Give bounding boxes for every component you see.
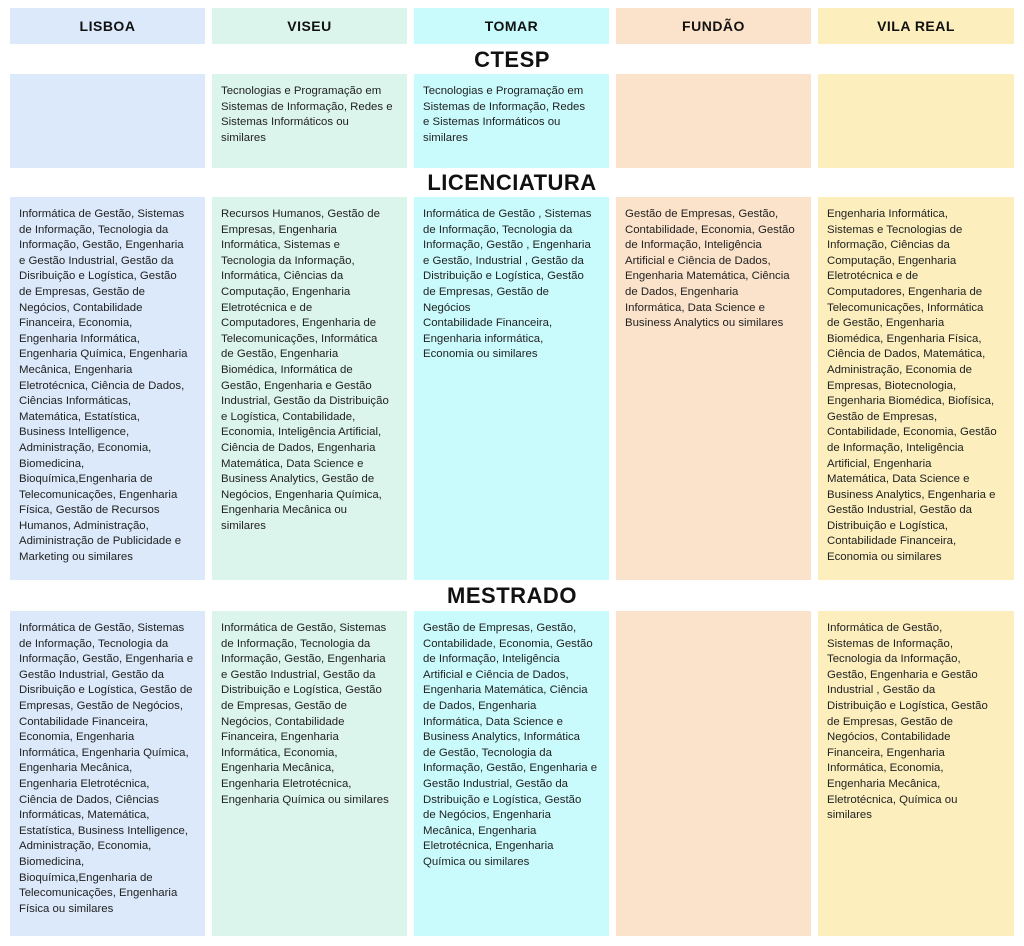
column-header-viseu: VISEU <box>212 8 407 44</box>
ctesp-viseu-cell: Tecnologias e Programação em Sistemas de Informação, Redes e Sistemas Informáticos ou similares <box>212 74 407 168</box>
column-header-tomar: TOMAR <box>414 8 609 44</box>
ctesp-vila-real-cell <box>818 74 1014 168</box>
column-header-lisboa: LISBOA <box>10 8 205 44</box>
section-title-mestrado: MESTRADO <box>447 583 577 608</box>
licenciatura-fundao-cell: Gestão de Empresas, Gestão, Contabilidade, Economia, Gestão de Informação, Inteligência Artificial e Ciência de Dados, Engenharia Matemática, Ciência de Dados, Engenharia Informática, Data Science e Business Analytics ou similares <box>616 197 811 580</box>
mestrado-viseu-cell: Informática de Gestão, Sistemas de Informação, Tecnologia da Informação, Gestão, Engenharia e Gestão Industrial, Gestão da Distribuição e Logística, Gestão de Empresas, Gestão de Negócios, Contabilidade Financeira, Engenharia Informática, Economia, Engenharia Mecânica, Engenharia Eletrotécnica, Engenharia Química ou similares <box>212 611 407 936</box>
column-header-vila-real: VILA REAL <box>818 8 1014 44</box>
mestrado-lisboa-cell: Informática de Gestão, Sistemas de Informação, Tecnologia da Informação, Gestão, Engenharia e Gestão Industrial, Gestão da Disribuição e Logística, Gestão de Empresas, Gestão de Negócios, Contabilidade Financeira, Economia, Engenharia Informática, Engenharia Química, Engenharia Mecânica, Engenharia Eletrotécnica, Ciência de Dados, Ciências Informáticas, Matemática, Estatística, Business Intelligence, Administração, Economia, Biomedicina, Bioquímica,Engenharia de Telecomunicações, Engenharia Física ou similares <box>10 611 205 936</box>
licenciatura-lisboa-cell: Informática de Gestão, Sistemas de Informação, Tecnologia da Informação, Gestão, Engenharia e Gestão Industrial, Gestão da Disribuição e Logística, Gestão de Empresas, Gestão de Negócios, Contabilidade Financeira, Economia, Engenharia Informática, Engenharia Química, Engenharia Mecânica, Engenharia Eletrotécnica, Ciência de Dados, Ciências Informáticas, Matemática, Estatística, Business Intelligence, Administração, Economia, Biomedicina, Bioquímica,Engenharia de Telecomunicações, Engenharia Física, Gestão de Recursos Humanos, Administração, Adiministração de Publicidade e Marketing ou similares <box>10 197 205 580</box>
ctesp-fundao-cell <box>616 74 811 168</box>
licenciatura-vila-real-cell: Engenharia Informática, Sistemas e Tecnologias de Informação, Ciências da Computação, Engenharia Eletrotécnica e de Computadores, Engenharia de Telecomunicações, Informática de Gestão, Engenharia Biomédica, Engenharia Física, Ciência de Dados, Matemática, Administração, Economia de Empresas, Biotecnologia, Engenharia Biomédica, Biofísica, Gestão de Empresas, Contabilidade, Economia, Gestão de Informação, Inteligência Artificial, Engenharia Matemática, Data Science e Business Analytics, Engenharia e Gestão Industrial, Gestão da Distribuição e Logística, Contabilidade Financeira, Economia ou similares <box>818 197 1014 580</box>
mestrado-fundao-cell <box>616 611 811 936</box>
licenciatura-viseu-cell: Recursos Humanos, Gestão de Empresas, Engenharia Informática, Sistemas e Tecnologia da Informação, Informática, Ciências da Computação, Engenharia Eletrotécnica e de Computadores, Engenharia de Telecomunicações, Informática de Gestão, Engenharia Biomédica, Informática de Gestão, Engenharia e Gestão Industrial, Gestão da Distribuição e Logística, Contabilidade, Economia, Inteligência Artificial, Ciência de Dados, Engenharia Matemática, Data Science e Business Analytics, Gestão de Negócios, Engenharia Química, Engenharia Mecânica ou similares <box>212 197 407 580</box>
section-title-licenciatura: LICENCIATURA <box>427 170 597 195</box>
mestrado-vila-real-cell: Informática de Gestão, Sistemas de Informação, Tecnologia da Informação, Gestão, Engenharia e Gestão Industrial , Gestão da Distribuição e Logística, Gestão de Empresas, Gestão de Negócios, Contabilidade Financeira, Engenharia Informática, Economia, Engenharia Mecânica, Eletrotécnica, Química ou similares <box>818 611 1014 936</box>
ctesp-lisboa-cell <box>10 74 205 168</box>
mestrado-tomar-cell: Gestão de Empresas, Gestão, Contabilidade, Economia, Gestão de Informação, Inteligência Artificial e Ciência de Dados, Engenharia Matemática, Ciência de Dados, Engenharia Informática, Data Science e Business Analytics, Informática de Gestão, Tecnologia da Informação, Gestão, Engenharia e Gestão Industrial, Gestão da Dstribuição e Logística, Gestão de Negócios, Engenharia Mecânica, Engenharia Eletrotécnica, Engenharia Química ou similares <box>414 611 609 936</box>
licenciatura-tomar-cell: Informática de Gestão , Sistemas de Informação, Tecnologia da Informação, Gestão , Engenharia e Gestão, Industrial , Gestão da Distribuição e Logística, Gestão de Empresas, Gestão de Negócios Contabilidade Financeira, Engenharia informática, Economia ou similares <box>414 197 609 580</box>
ctesp-tomar-cell: Tecnologias e Programação em Sistemas de Informação, Redes e Sistemas Informáticos ou similares <box>414 74 609 168</box>
column-header-fundao: FUNDÃO <box>616 8 811 44</box>
section-title-ctesp: CTESP <box>474 47 550 72</box>
